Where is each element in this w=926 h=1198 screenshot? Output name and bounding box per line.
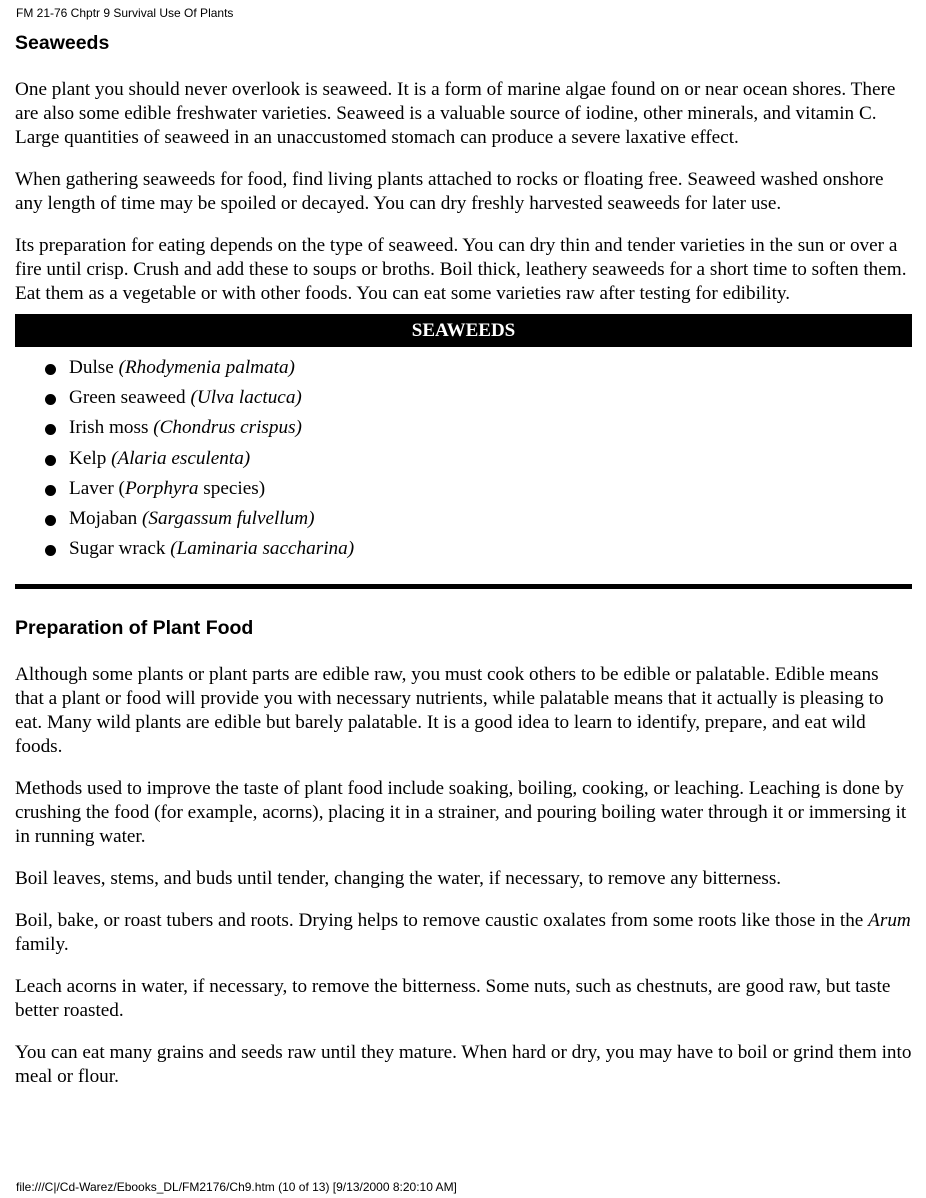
list-item — [45, 474, 912, 504]
seaweeds-paragraph-3: Its preparation for eating depends on the type of seaweed. You can dry thin and tender varieties in the sun or over a fire until crisp. Crush and add these to soups or broths. Boil thick, leathery seaweeds for a short time to soften them. Eat them as a vegetable or with other foods. You can eat some varieties raw after testing for edibility. — [15, 235, 907, 304]
seaweeds-paragraph-1: One plant you should never overlook is seaweed. It is a form of marine algae found on or near ocean shores. There are also some edible freshwater varieties. Seaweed is a valuable source of iodine, other minerals, and vitamin C. Large quantities of seaweed in an unaccustomed stomach can produce a severe laxative effect. — [15, 79, 896, 148]
seaweed-latin: (Sargassum fulvellum) — [142, 508, 315, 530]
preparation-paragraph-1: Although some plants or plant parts are edible raw, you must cook others to be edible or palatable. Edible means that a plant or food will provide you with necessary nutrients, while palatable means that it actually is pleasing to eat. Many wild plants are edible but barely palatable. It is a good idea to learn to identify, prepare, and eat wild foods. — [15, 664, 884, 758]
list-item — [45, 504, 912, 534]
preparation-paragraph-5: Leach acorns in water, if necessary, to remove the bitterness. Some nuts, such as chestnuts, are good raw, but taste better roasted. — [15, 976, 891, 1022]
list-item — [45, 444, 912, 474]
seaweed-name: Irish moss — [69, 417, 154, 439]
paragraph-text: family. — [15, 934, 69, 956]
seaweed-latin: (Laminaria saccharina) — [170, 538, 355, 560]
paragraph-text: Boil, bake, or roast tubers and roots. Drying helps to remove caustic oxalates from some roots like those in the — [15, 910, 869, 932]
seaweeds-heading: Seaweeds — [15, 32, 110, 54]
seaweed-latin: (Ulva lactuca) — [190, 387, 302, 409]
seaweed-name: Mojaban — [69, 508, 143, 530]
preparation-paragraph-6: You can eat many grains and seeds raw until they mature. When hard or dry, you may have to boil or grind them into meal or flour. — [15, 1042, 912, 1088]
seaweed-name: Sugar wrack — [69, 538, 171, 560]
seaweed-name: Dulse — [69, 357, 119, 378]
preparation-paragraph-2: Methods used to improve the taste of plant food include soaking, boiling, cooking, or leaching. Leaching is done by crushing the food (for example, acorns), placing it in a strainer, and pouring boiling water through it or immersing it in running water. — [15, 778, 907, 848]
preparation-paragraph-3: Boil leaves, stems, and buds until tender, changing the water, if necessary, to remove any bitterness. — [15, 868, 782, 890]
seaweed-name: Laver ( — [69, 477, 125, 499]
seaweeds-table-title: SEAWEEDS — [15, 314, 912, 347]
seaweeds-list — [15, 353, 912, 564]
seaweeds-paragraph-2: When gathering seaweeds for food, find living plants attached to rocks or floating free. Seaweed washed onshore any length of time may be spoiled or decayed. You can dry freshly harvested seaweeds for later use. — [15, 169, 884, 214]
list-item — [45, 413, 912, 443]
seaweed-name: Kelp — [69, 447, 112, 469]
page-header: FM 21-76 Chptr 9 Survival Use Of Plants — [16, 6, 234, 20]
arum-italic: Arum — [868, 910, 911, 932]
seaweed-suffix: species) — [198, 477, 266, 499]
seaweed-name: Green seaweed — [69, 387, 191, 409]
page-footer: file:///C|/Cd-Warez/Ebooks_DL/FM2176/Ch9.htm (10 of 13) [9/13/2000 8:20:10 AM] — [16, 1180, 457, 1194]
document-body — [15, 30, 912, 1107]
seaweed-latin: Porphyra — [124, 477, 199, 499]
seaweed-latin: (Alaria esculenta) — [111, 447, 251, 469]
preparation-paragraph-4 — [15, 909, 912, 957]
section-divider — [15, 584, 912, 589]
preparation-heading: Preparation of Plant Food — [15, 617, 254, 640]
seaweed-latin: (Chondrus crispus) — [153, 417, 302, 439]
list-item — [45, 534, 912, 564]
list-item — [45, 383, 912, 413]
list-item — [45, 353, 912, 383]
seaweed-latin: (Rhodymenia palmata) — [118, 357, 295, 378]
